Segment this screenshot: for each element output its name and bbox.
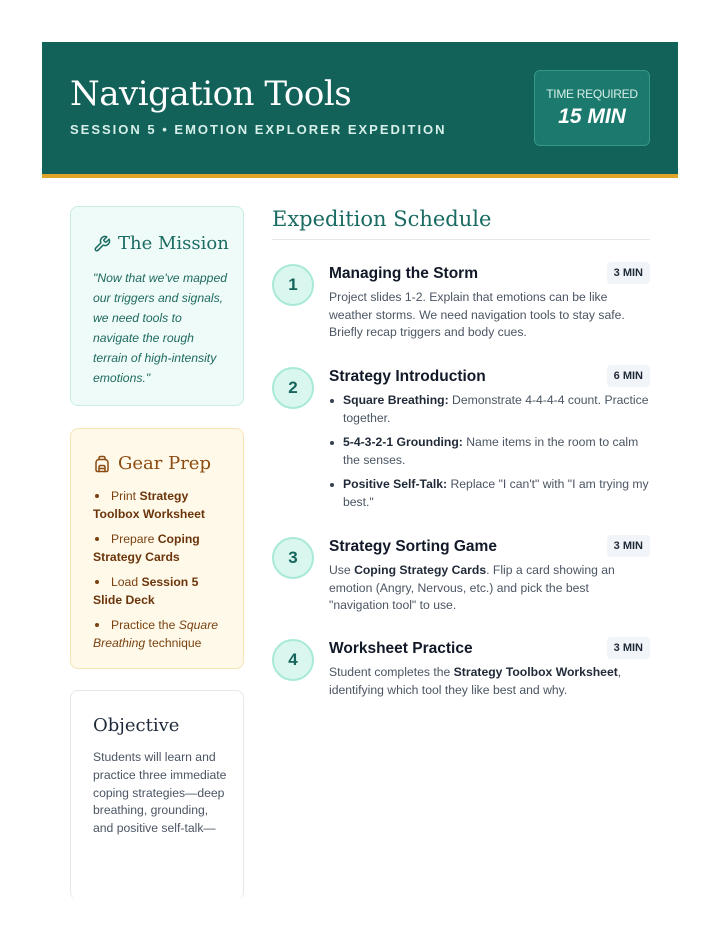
step-bullets xyxy=(329,392,650,512)
objective-card xyxy=(70,690,244,900)
gear-prep-title: Gear Prep xyxy=(118,453,211,474)
step-description: Student completes the Strategy Toolbox Worksheet, identifying which tool they like best and why. xyxy=(329,665,622,697)
objective-title: Objective xyxy=(93,715,180,736)
step-description: Project slides 1-2. Explain that emotions can be like weather storms. We need navigation tools to stay safe. Briefly recap triggers and body cues. xyxy=(329,290,625,340)
step-time-badge: 3 MIN xyxy=(607,262,650,284)
mission-title: The Mission xyxy=(118,233,229,254)
step-name: Strategy Sorting Game xyxy=(329,538,497,555)
step-name: Worksheet Practice xyxy=(329,640,473,657)
wrench-icon xyxy=(93,235,111,253)
gear-list xyxy=(93,488,229,652)
backpack-icon xyxy=(93,455,111,473)
gear-item: Load Session 5 Slide Deck xyxy=(93,575,199,607)
step-bullet: 5-4-3-2-1 Grounding: Name items in the room to calm the senses. xyxy=(329,434,650,469)
page-title: Navigation Tools xyxy=(70,74,352,114)
step-time-badge: 3 MIN xyxy=(607,637,650,659)
step-bullet: Positive Self-Talk: Replace "I can't" with "I am trying my best." xyxy=(329,476,650,511)
step-number: 2 xyxy=(272,367,314,409)
step-number: 4 xyxy=(272,639,314,681)
step-bullet: Square Breathing: Demonstrate 4-4-4-4 count. Practice together. xyxy=(329,392,650,427)
mission-quote: "Now that we've mapped our triggers and signals, we need tools to navigate the rough terrain of high-intensity emotions." xyxy=(93,271,228,385)
time-value: 15 MIN xyxy=(558,105,626,128)
step-time-badge: 3 MIN xyxy=(607,535,650,557)
step-time-badge: 6 MIN xyxy=(607,365,650,387)
time-label: TIME REQUIRED xyxy=(546,87,638,101)
session-subtitle: SESSION 5 • EMOTION EXPLORER EXPEDITION xyxy=(70,122,447,137)
step-number: 3 xyxy=(272,537,314,579)
gear-item: Print Strategy Toolbox Worksheet xyxy=(93,489,205,521)
step-description: Use Coping Strategy Cards. Flip a card showing an emotion (Angry, Nervous, etc.) and pick the best "navigation tool" to use. xyxy=(329,563,615,613)
time-required-box xyxy=(534,70,650,146)
header-banner xyxy=(42,42,678,178)
gear-item: Practice the Square Breathing technique xyxy=(93,618,219,650)
mission-card xyxy=(70,206,244,406)
schedule-title: Expedition Schedule xyxy=(272,207,650,240)
objective-text: Students will learn and practice three immediate coping strategies—deep breathing, grounding, and positive self-talk— xyxy=(93,750,227,836)
gear-item: Prepare Coping Strategy Cards xyxy=(93,532,200,564)
step-name: Strategy Introduction xyxy=(329,368,486,385)
step-number: 1 xyxy=(272,264,314,306)
step-name: Managing the Storm xyxy=(329,265,478,282)
gear-prep-card xyxy=(70,428,244,669)
